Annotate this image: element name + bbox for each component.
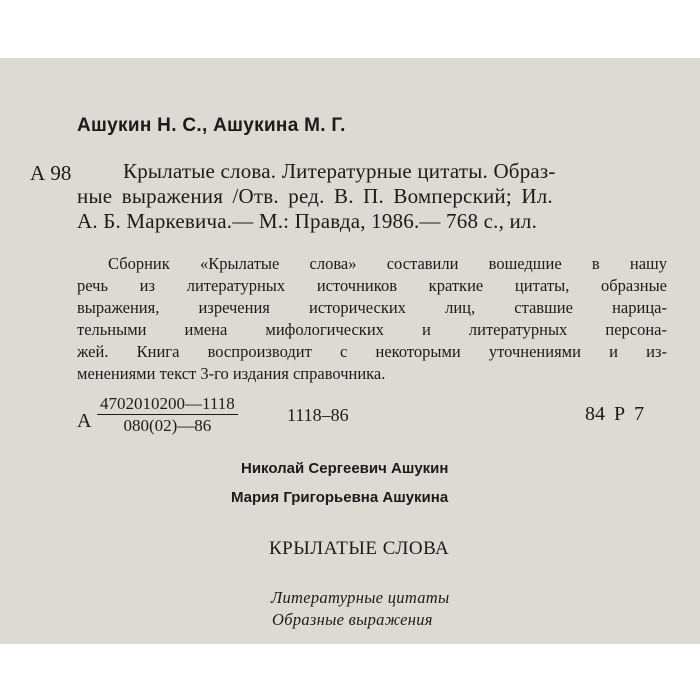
abstract-line-4: тельными имена мифологических и литературных персона-	[77, 320, 667, 339]
abstract-line-3: выражения, изречения исторических лиц, ставшие нарица-	[77, 298, 667, 317]
subtitle-line-2: Образные выражения	[272, 610, 433, 629]
abstract-line-1: Сборник «Крылатые слова» составили вошедшие в нашу	[108, 254, 667, 273]
abstract-line-2: речь из литературных источников краткие цитаты, образные	[77, 276, 667, 295]
catalog-entry-line-1: Крылатые слова. Литературные цитаты. Образ-	[123, 159, 556, 183]
catalog-entry-line-3: А. Б. Маркевича.— М.: Правда, 1986.— 768 с., ил.	[77, 209, 538, 233]
author-full-name-2: Мария Григорьевна Ашукина	[231, 489, 449, 506]
catalog-entry-line-2: ные выражения /Отв. ред. В. П. Вомперский; Ил.	[77, 184, 553, 208]
author-full-name-1: Николай Сергеевич Ашукин	[241, 460, 449, 477]
code-denominator: 080(02)—86	[123, 416, 212, 435]
catalog-index: А 98	[30, 161, 72, 185]
book-title: КРЫЛАТЫЕ СЛОВА	[269, 538, 450, 559]
subtitle-line-1: Литературные цитаты	[271, 588, 450, 607]
code-prefix: А	[77, 410, 92, 432]
code-numerator: 4702010200—1118	[97, 394, 238, 415]
abstract-line-6: менениями текст 3-го издания справочника.	[77, 364, 386, 383]
abstract-line-5: жей. Книга воспроизводит с некоторыми уточнениями и из-	[77, 342, 667, 361]
book-page	[0, 58, 700, 644]
order-number: 1118–86	[287, 405, 349, 425]
authors-heading: Ашукин Н. С., Ашукина М. Г.	[77, 115, 346, 136]
code-fraction	[97, 394, 238, 436]
classifier-code: 84 Р 7	[585, 403, 645, 425]
